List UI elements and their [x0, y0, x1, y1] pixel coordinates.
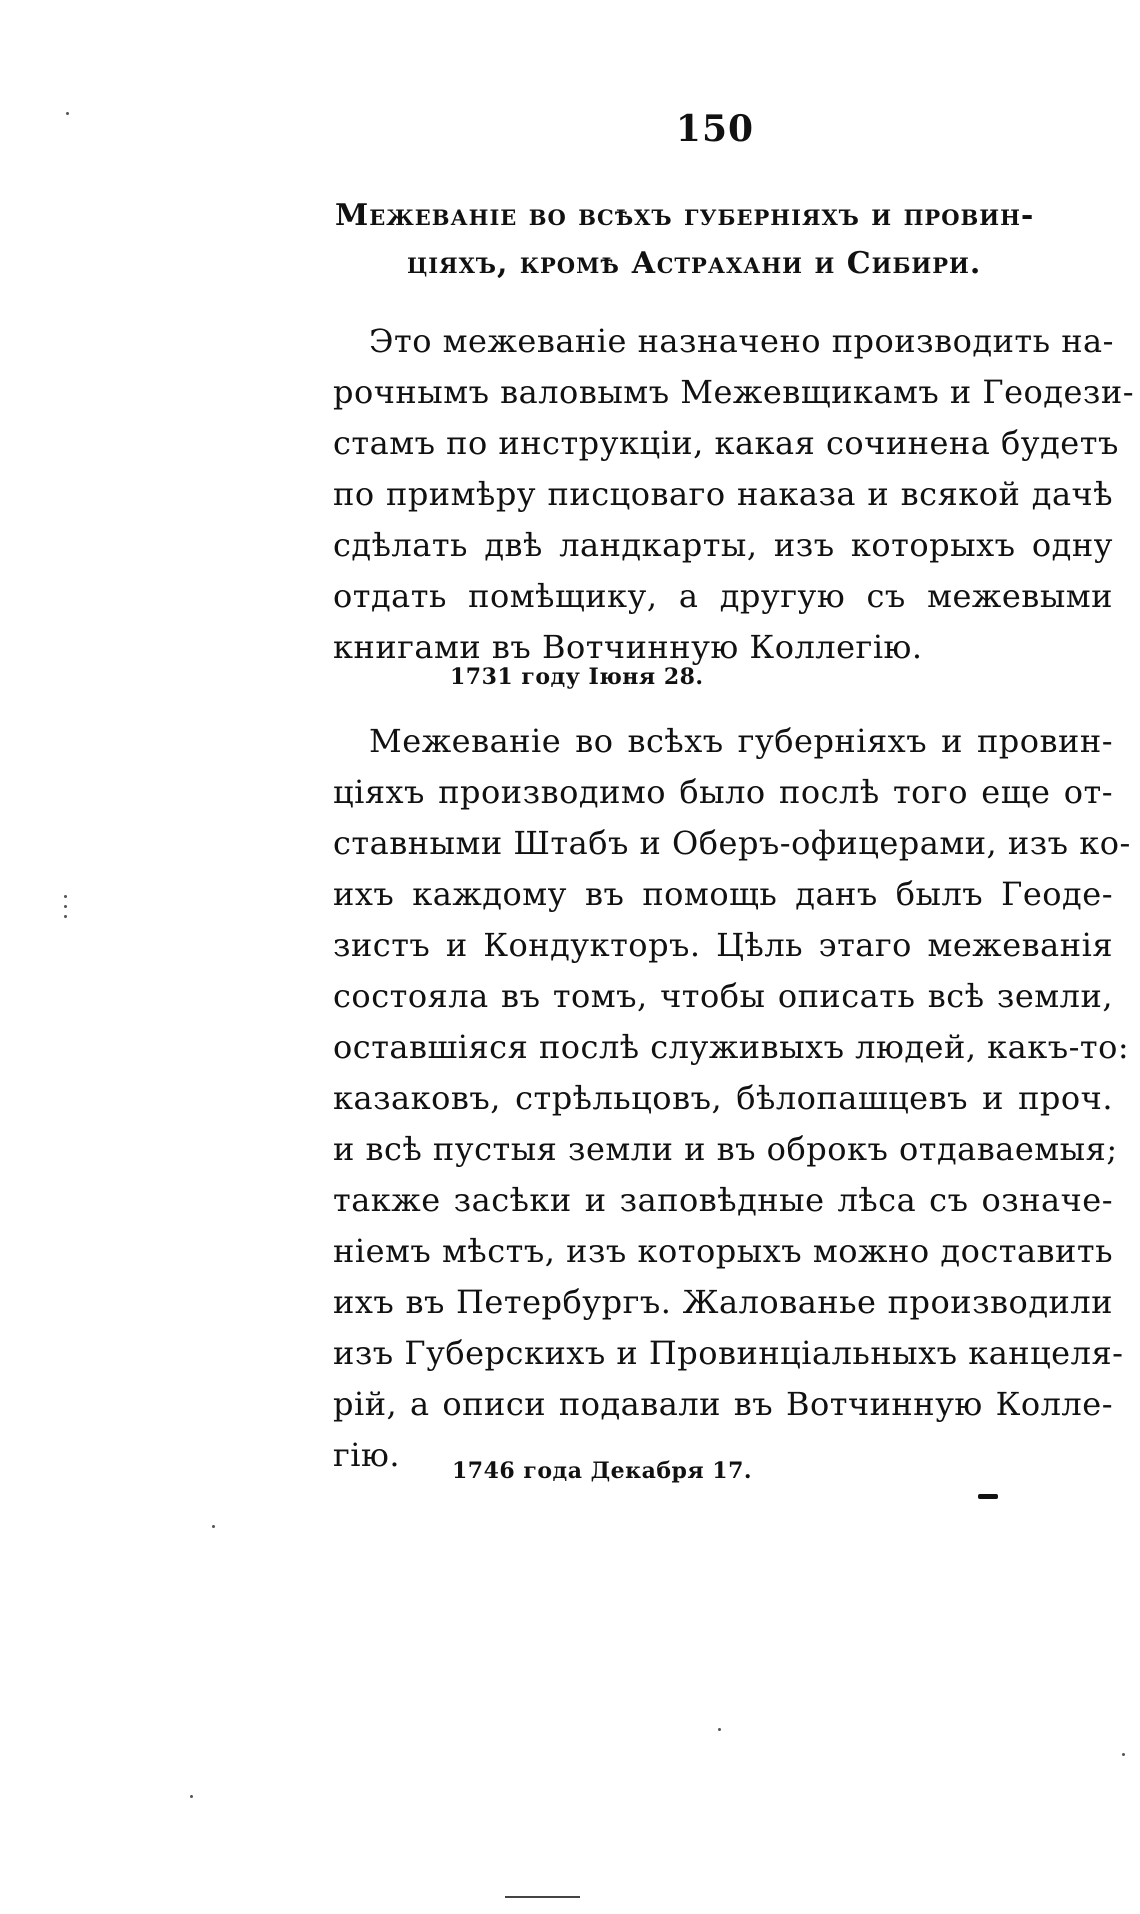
paragraph-line: нiемъ мѣстъ, изъ которыхъ можно доставить	[333, 1232, 1113, 1270]
paragraph-line: рiй, а описи подавали въ Вотчинную Колле-	[333, 1385, 1113, 1423]
ink-dash-mark	[978, 1494, 998, 1499]
scan-speck	[64, 905, 67, 908]
date-note-2: 1746 года Декабря 17.	[452, 1458, 753, 1484]
paragraph-line: цiяхъ производимо было послѣ того еще от-	[333, 773, 1113, 811]
paragraph-line: казаковъ, стрѣльцовъ, бѣлопашцевъ и проч.	[333, 1079, 1113, 1117]
paragraph-line: также засѣки и заповѣдные лѣса съ означе-	[333, 1181, 1113, 1219]
scan-speck	[66, 112, 69, 115]
paragraph-line: сдѣлать двѣ ландкарты, изъ которыхъ одну	[333, 526, 1113, 564]
paragraph-line: ставными Штабъ и Оберъ-офицерами, изъ ко-	[333, 824, 1131, 862]
scan-speck	[64, 895, 67, 898]
paragraph-line: ихъ каждому въ помощь данъ былъ Геоде-	[333, 875, 1113, 913]
paragraph-line: оставшiяся послѣ служивыхъ людей, какъ-то:	[333, 1028, 1130, 1066]
paragraph-line: Межеванiе во всѣхъ губернiяхъ и провин-	[369, 722, 1113, 760]
section-heading	[335, 192, 1090, 288]
paragraph-line: рочнымъ валовымъ Межевщикамъ и Геодези-	[333, 373, 1135, 411]
paragraph-line: отдать помѣщику, а другую съ межевыми	[333, 577, 1113, 615]
paragraph-line: состояла въ томъ, чтобы описать всѣ земли,	[333, 977, 1113, 1015]
paragraph-line: стамъ по инструкцiи, какая сочинена будетъ	[333, 424, 1119, 462]
paragraph-2	[333, 716, 1131, 1481]
paragraph-line: Это межеванiе назначено производить на-	[369, 322, 1114, 360]
scan-speck	[718, 1728, 721, 1731]
paragraph-line: и всѣ пустыя земли и въ оброкъ отдаваемыя;	[333, 1130, 1118, 1168]
heading-line-2: цiяхъ, кромѣ Астрахани и Сибири.	[407, 246, 982, 281]
scan-speck	[212, 1525, 215, 1528]
paragraph-line: гiю.	[333, 1436, 401, 1474]
paragraph-line: по примѣру писцоваго наказа и всякой дачѣ	[333, 475, 1113, 513]
paragraph-line: ихъ въ Петербургъ. Жалованье производили	[333, 1283, 1113, 1321]
bottom-rule	[505, 1896, 580, 1898]
paragraph-1	[333, 316, 1135, 673]
paragraph-line: зистъ и Кондукторъ. Цѣль этаго межеванiя	[333, 926, 1113, 964]
scan-speck	[190, 1795, 193, 1798]
scan-speck	[1122, 1753, 1125, 1756]
paragraph-line: изъ Губерскихъ и Провинцiальныхъ канцеля-	[333, 1334, 1124, 1372]
page-number: 150	[675, 108, 755, 150]
heading-line-1: Межеванiе во всѣхъ губернiяхъ и провин-	[335, 198, 1035, 233]
scan-speck	[64, 915, 67, 918]
paragraph-line: книгами въ Вотчинную Коллегiю.	[333, 628, 923, 666]
date-note-1: 1731 году Iюня 28.	[450, 664, 704, 690]
